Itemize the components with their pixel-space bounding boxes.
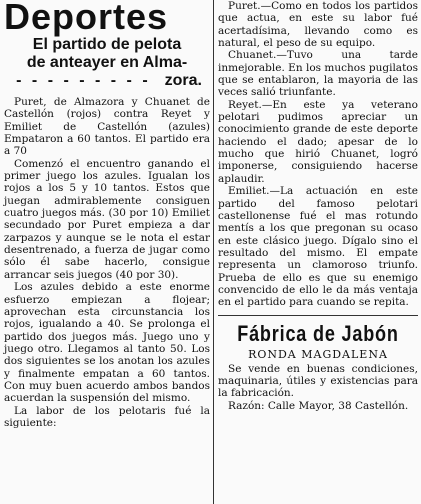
subhead-line-3 bbox=[4, 72, 210, 90]
player-review-emiliet: Emiliet.—La actuación en este partido del famoso pelotari castellonense fué el mas rotundo mentís a los que pregonan su ocaso en este clásico juego. Dígalo sino el resultado del mismo. El empate representa un clamoroso triunfo. Prueba de ello es que su enemigo convencido de ello le da más ventaja en el partido para cuando se repita. bbox=[218, 185, 418, 309]
subhead-line-2: de anteayer en Alma- bbox=[26, 54, 188, 71]
ad-body: Se vende en buenas condiciones, maquinaria, útiles y existencias para la fabricación. bbox=[218, 362, 418, 400]
ad-subtitle: RONDA MAGDALENA bbox=[248, 347, 388, 361]
player-review-puret: Puret.—Como en todos los partidos que actua, en este su labor fué acertadísima, llevando como es natural, el peso de su equipo. bbox=[218, 0, 418, 50]
player-review-reyet: Reyet.—En este ya veterano pelotari pudimos apreciar un conocimiento grande de este deporte haciendo el dado; apesar de lo mucho que hirió Chuanet, logró imponerse, consiguiendo hacerse aplaudir. bbox=[218, 98, 418, 185]
subhead-dashes: - - - - - - - - - bbox=[16, 72, 151, 89]
section-headline: Deportes bbox=[4, 0, 169, 37]
classified-ad bbox=[218, 322, 418, 412]
subhead-last-word: zora. bbox=[164, 72, 202, 89]
column-rule bbox=[213, 0, 214, 504]
subhead-line-1: El partido de pelota bbox=[32, 36, 182, 53]
ad-divider bbox=[218, 315, 418, 316]
player-review-chuanet: Chuanet.—Tuvo una tarde inmejorable. En los muchos pugilatos que se entablaron, la mayoria de las veces salió triunfante. bbox=[218, 49, 418, 99]
left-column bbox=[4, 0, 210, 429]
article-paragraph-2: Comenzó el encuentro ganando el primer juego los azules. Igualan los rojos a los 5 y 10 tantos. Estos que juegan admirablemente consiguen cuatro juegos más. (30 por 10) Emiliet secundado por Puret empieza a dar zarpazos y aunque se le nota el estar desentrenado, a fuerza de jugar como sólo él sabe hacerlo, consigue arrancar seis juegos (40 por 30). bbox=[4, 157, 210, 281]
article-paragraph-3: Los azules debido a este enorme esfuerzo empiezan a flojear; aprovechan esta circunstancia los rojos, igualando a 40. Se prolonga el partido dos juegos más. Juego uno y juego otro. Llegamos al tanto 50. Los dos siguientes se los anotan los azules y finalmente empatan a 60 tantos. Con muy buen acuerdo ambos bandos acuerdan la suspensión del mismo. bbox=[4, 281, 210, 405]
article-subhead bbox=[4, 36, 210, 90]
article-paragraph-4: La labor de los pelotaris fué la siguiente: bbox=[4, 404, 210, 429]
article-paragraph-1: Puret, de Almazora y Chuanet de Castellón (rojos) contra Reyet y Emiliet de Castellón (azules) Empataron a 60 tantos. El partido era a 70 bbox=[4, 96, 210, 158]
ad-title: Fábrica de Jabón bbox=[237, 320, 399, 346]
ad-contact: Razón: Calle Mayor, 38 Castellón. bbox=[228, 399, 409, 412]
right-column bbox=[218, 0, 418, 412]
